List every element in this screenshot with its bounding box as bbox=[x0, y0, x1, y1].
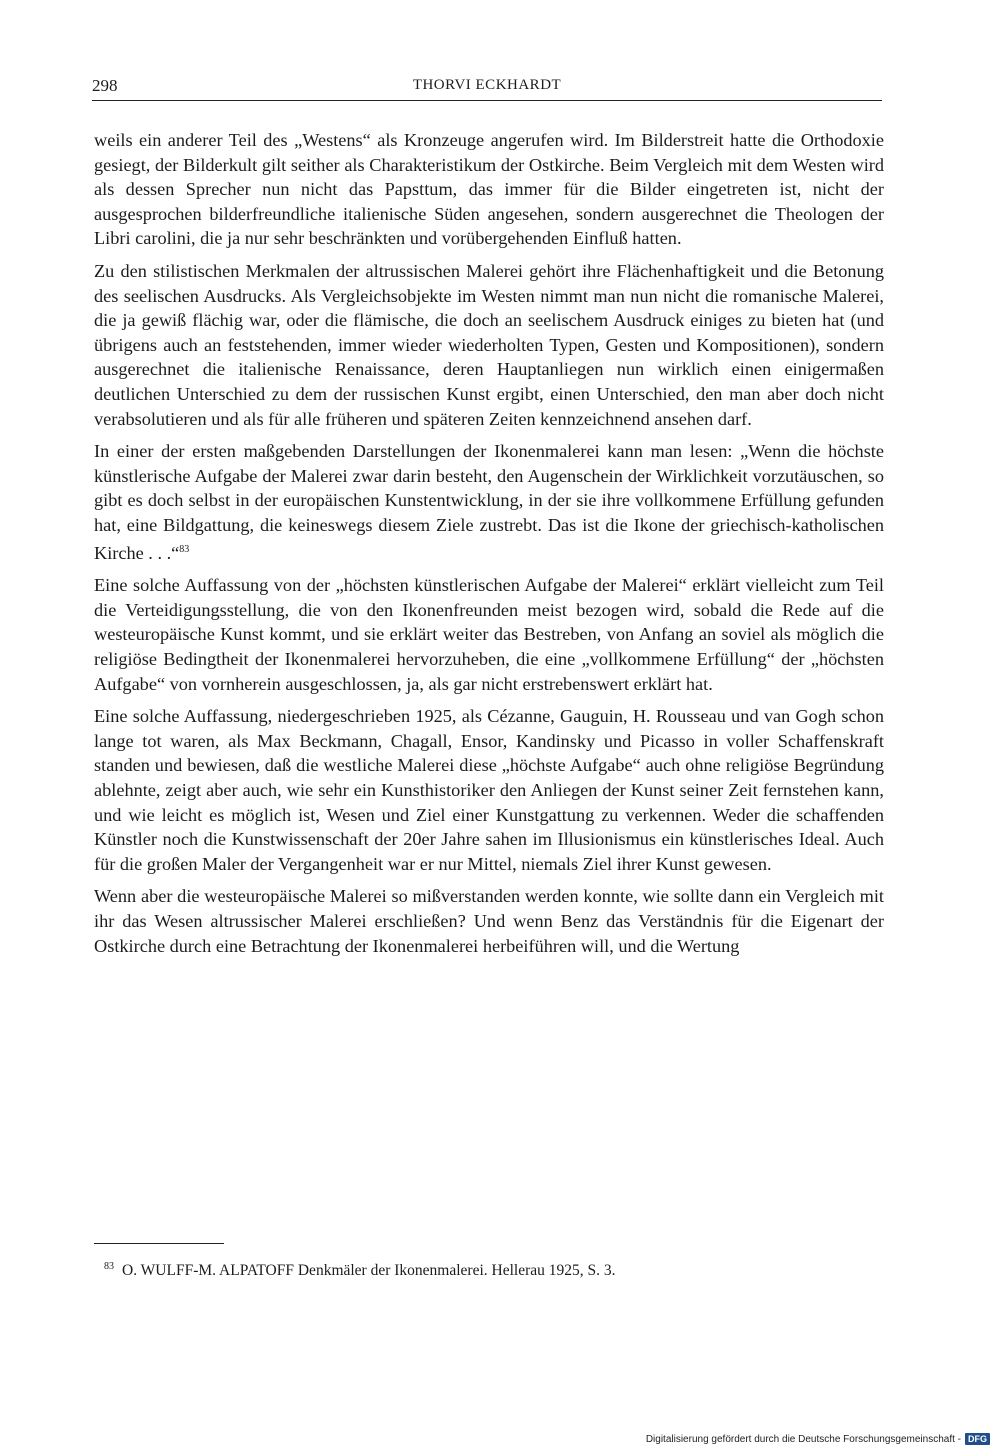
body-text bbox=[94, 128, 884, 966]
paragraph: weils ein anderer Teil des „Westens“ als Kronzeuge angerufen wird. Im Bilderstreit hatte die Orthodoxie gesiegt, der Bilderkult gilt seither als Charakteristikum der Ostkirche. Beim Vergleich mit dem Westen wird als dessen Sprecher nun nicht das Papsttum, das immer für die Bilder eingetreten ist, nicht der ausgesprochen bilderfreundliche italienische Süden angesehen, sondern ausgerechnet die Theologen der Libri carolini, die ja nur sehr beschränkten und vorübergehenden Einfluß hatten. bbox=[94, 130, 884, 249]
footnote-text: O. WULFF-M. ALPATOFF Denkmäler der Ikonenmalerei. Hellerau 1925, S. 3. bbox=[122, 1262, 616, 1280]
digitization-credit bbox=[646, 1433, 990, 1445]
footnote bbox=[104, 1256, 884, 1282]
footnote-marker: 83 bbox=[104, 1261, 114, 1272]
paragraph: Eine solche Auffassung, niedergeschrieben 1925, als Cézanne, Gauguin, H. Rousseau und van Gogh schon lange tot waren, als Max Beckmann, Chagall, Ensor, Kandinsky und Picasso in voller Schaffenskraft standen und bewiesen, daß die westliche Malerei diese „höchste Aufgabe“ auch ohne religiöse Begründung ablehnte, zeigt aber auch, wie sehr ein Kunsthistoriker den Anliegen der Kunst seiner Zeit fernstehen kann, und wie leicht es möglich ist, Wesen und Ziel einer Kunstgattung zu verkennen. Weder die schaffenden Künstler noch die Kunstwissenschaft der 20er Jahre sahen im Illusionismus ein künstlerisches Ideal. Auch für die großen Maler der Vergangenheit war er nur Mittel, niemals Ziel ihrer Kunst gewesen. bbox=[94, 706, 884, 874]
dfg-logo: DFG bbox=[965, 1433, 990, 1445]
footnote-reference: 83 bbox=[179, 543, 190, 555]
paragraph: Wenn aber die westeuropäische Malerei so mißverstanden werden konnte, wie sollte dann ein Vergleich mit ihr das Wesen altrussischer Malerei erschließen? Und wenn Benz das Verständnis für die Eigenart der Ostkirche durch eine Betrachtung der Ikonenmalerei herbeiführen will, und die Wertung bbox=[94, 886, 884, 956]
running-title: THORVI ECKHARDT bbox=[412, 77, 562, 93]
running-header bbox=[92, 74, 882, 101]
page-number: 298 bbox=[92, 76, 118, 95]
paragraph-text: In einer der ersten maßgebenden Darstellungen der Ikonenmalerei kann man lesen: „Wenn die höchste künstlerische Aufgabe der Malerei zwar darin besteht, den Augenschein der Wirklichkeit vorzutäuschen, so gibt es doch selbst in der europäischen Kunstentwicklung, in der sie ihre vollkommene Erfüllung gefunden hat, eine Bildgattung, die keineswegs diesem Ziele zustrebt. Das ist die Ikone der griechisch-katholischen Kirche . . .“ bbox=[94, 441, 884, 563]
footnote-divider bbox=[94, 1243, 224, 1244]
paragraph-with-quote bbox=[94, 439, 884, 565]
paragraph: Eine solche Auffassung von der „höchsten künstlerischen Aufgabe der Malerei“ erklärt vielleicht zum Teil die Verteidigungsstellung, die von den Ikonenfreunden meist bezogen wird, sobald die Rede auf die westeuropäische Kunst kommt, und sie erklärt weiter das Bestreben, von Anfang an soviel als möglich die religiöse Bedingtheit der Ikonenmalerei hervorzuheben, die eine „vollkommene Erfüllung“ der „höchsten Aufgabe“ von vornherein ausgeschlossen, ja, als gar nicht erstrebenswert erklärt hat. bbox=[94, 575, 884, 694]
credit-text: Digitalisierung gefördert durch die Deutsche Forschungsgemeinschaft - bbox=[645, 1433, 961, 1445]
paragraph: Zu den stilistischen Merkmalen der altrussischen Malerei gehört ihre Flächenhaftigkeit und die Betonung des seelischen Ausdrucks. Als Vergleichsobjekte im Westen nimmt man nun nicht die romanische Malerei, die ja gewiß flächig war, oder die flämische, die doch an seelischem Ausdruck einiges zu bieten hat (und übrigens auch an feststehenden, immer wieder wiederholten Typen, Gesten und Kompositionen), sondern ausgerechnet die italienische Renaissance, deren Hauptanliegen nun wirklich einen einigermaßen deutlichen Unterschied zu dem der russischen Kunst ergibt, einen Unterschied, den man aber doch nicht verabsolutieren und als für alle früheren und späteren Zeiten kennzeichnend ansehen darf. bbox=[94, 260, 884, 429]
